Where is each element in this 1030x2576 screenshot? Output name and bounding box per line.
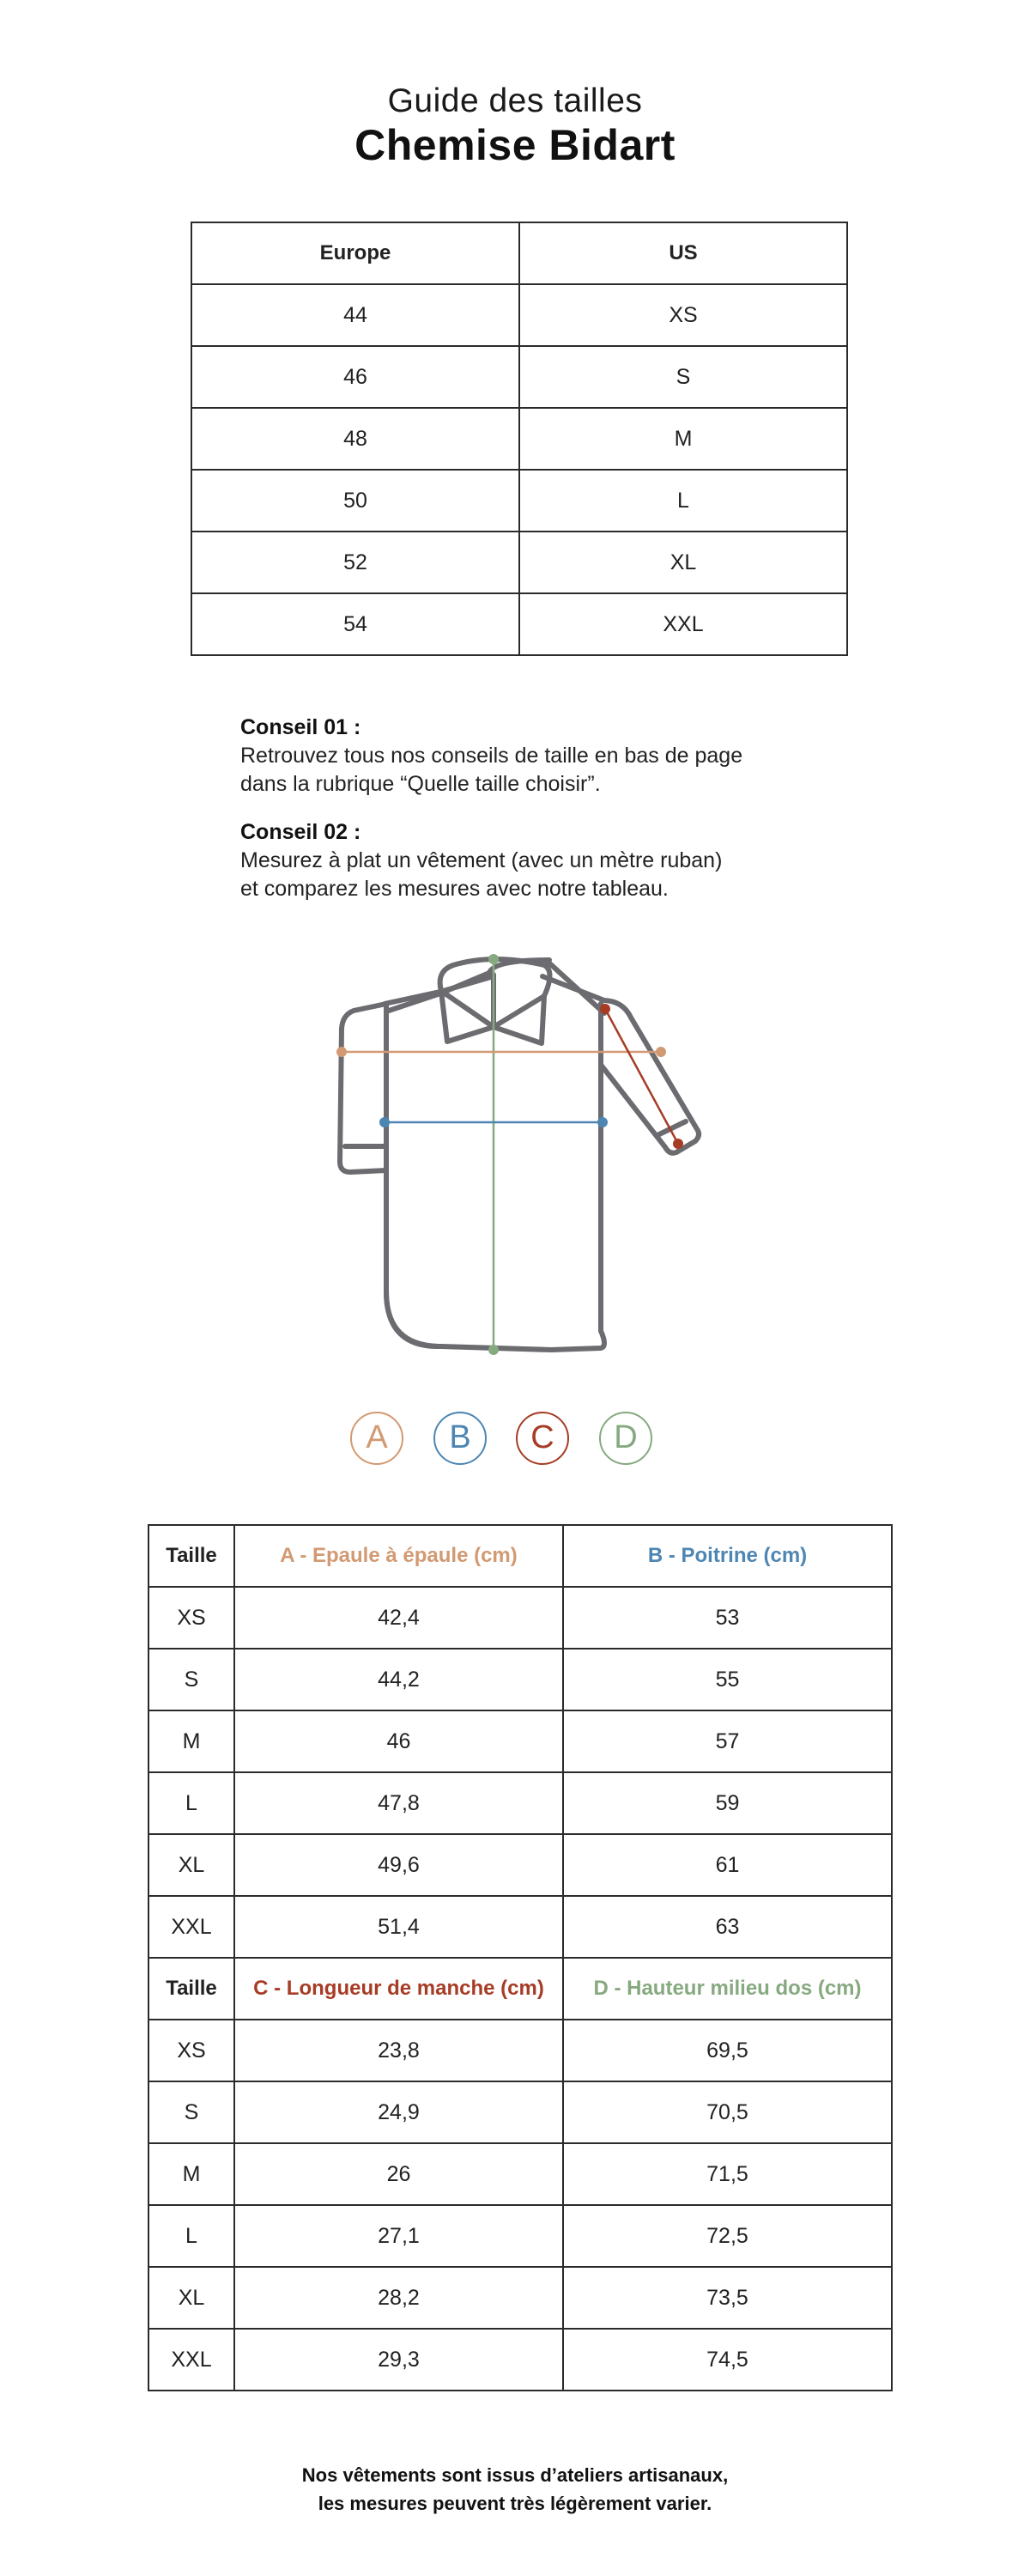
cell-europe: 46 <box>191 346 519 408</box>
measure-point-a-left <box>336 1047 347 1057</box>
measure-point-b-right <box>597 1117 608 1127</box>
header-europe: Europe <box>191 222 519 284</box>
table-header-row <box>148 1525 892 1587</box>
legend-letter-d: D <box>599 1412 652 1465</box>
cell-shoulder: 47,8 <box>234 1772 563 1834</box>
cell-size: M <box>148 1710 234 1772</box>
measure-point-c-bottom <box>673 1139 683 1149</box>
cell-size: L <box>148 2205 234 2267</box>
tip-2-line-1: Mesurez à plat un vêtement (avec un mètre ruban) <box>240 848 723 872</box>
cell-chest: 57 <box>563 1710 892 1772</box>
cell-size: XXL <box>148 2329 234 2391</box>
cell-sleeve: 26 <box>234 2143 563 2205</box>
measure-point-d-top <box>488 954 499 964</box>
table-row <box>148 2267 892 2329</box>
cell-shoulder: 44,2 <box>234 1649 563 1710</box>
table-row <box>148 1772 892 1834</box>
footer-note-line-2: les mesures peuvent très légèrement varier. <box>318 2493 712 2514</box>
page-subtitle: Guide des tailles <box>387 82 643 119</box>
header-chest: B - Poitrine (cm) <box>563 1525 892 1587</box>
cell-chest: 53 <box>563 1587 892 1649</box>
cell-size: XXL <box>148 1896 234 1958</box>
tip-1-line-1: Retrouvez tous nos conseils de taille en bas de page <box>240 744 743 768</box>
measurement-table <box>148 1524 893 2391</box>
cell-us: S <box>519 346 847 408</box>
cell-back: 73,5 <box>563 2267 892 2329</box>
cell-europe: 44 <box>191 284 519 346</box>
table-row <box>148 1834 892 1896</box>
measure-point-d-bottom <box>488 1345 499 1355</box>
cell-size: S <box>148 1649 234 1710</box>
cell-us: XS <box>519 284 847 346</box>
cell-sleeve: 24,9 <box>234 2081 563 2143</box>
cell-chest: 59 <box>563 1772 892 1834</box>
cell-us: L <box>519 470 847 532</box>
cell-sleeve: 29,3 <box>234 2329 563 2391</box>
cell-shoulder: 51,4 <box>234 1896 563 1958</box>
header-back-length: D - Hauteur milieu dos (cm) <box>563 1958 892 2020</box>
table-row <box>148 2143 892 2205</box>
measure-point-b-left <box>379 1117 390 1127</box>
tip-2-title: Conseil 02 : <box>240 820 361 844</box>
cell-back: 74,5 <box>563 2329 892 2391</box>
page-title: Chemise Bidart <box>354 121 676 169</box>
cell-size: L <box>148 1772 234 1834</box>
cell-back: 72,5 <box>563 2205 892 2267</box>
cell-size: XL <box>148 1834 234 1896</box>
shirt-outline <box>340 959 699 1350</box>
cell-size: XL <box>148 2267 234 2329</box>
cell-back: 71,5 <box>563 2143 892 2205</box>
cell-chest: 55 <box>563 1649 892 1710</box>
table-row <box>148 2205 892 2267</box>
cell-sleeve: 27,1 <box>234 2205 563 2267</box>
cell-europe: 48 <box>191 408 519 470</box>
cell-size: S <box>148 2081 234 2143</box>
table-row <box>148 2020 892 2081</box>
cell-chest: 63 <box>563 1896 892 1958</box>
header-sleeve-length: C - Longueur de manche (cm) <box>234 1958 563 2020</box>
cell-shoulder: 42,4 <box>234 1587 563 1649</box>
table-row <box>148 1710 892 1772</box>
table-header-row <box>148 1958 892 2020</box>
cell-europe: 52 <box>191 532 519 593</box>
cell-chest: 61 <box>563 1834 892 1896</box>
header-shoulder-width: A - Epaule à épaule (cm) <box>234 1525 563 1587</box>
cell-back: 69,5 <box>563 2020 892 2081</box>
tip-2-line-2: et comparez les mesures avec notre tableau. <box>240 877 669 901</box>
footer-note-line-1: Nos vêtements sont issus d’ateliers artisanaux, <box>301 2464 729 2486</box>
measure-point-c-top <box>600 1004 610 1014</box>
table-row <box>148 2081 892 2143</box>
table-row <box>148 2329 892 2391</box>
cell-sleeve: 23,8 <box>234 2020 563 2081</box>
cell-us: XL <box>519 532 847 593</box>
header-size: Taille <box>148 1525 234 1587</box>
cell-europe: 50 <box>191 470 519 532</box>
legend-letter-b: B <box>433 1412 487 1465</box>
tip-1-title: Conseil 01 : <box>240 715 361 739</box>
cell-back: 70,5 <box>563 2081 892 2143</box>
cell-shoulder: 49,6 <box>234 1834 563 1896</box>
header-size: Taille <box>148 1958 234 2020</box>
header-us: US <box>519 222 847 284</box>
cell-size: XS <box>148 1587 234 1649</box>
cell-us: XXL <box>519 593 847 655</box>
cell-shoulder: 46 <box>234 1710 563 1772</box>
cell-us: M <box>519 408 847 470</box>
legend-letter-a: A <box>350 1412 403 1465</box>
table-row <box>148 1649 892 1710</box>
cell-size: M <box>148 2143 234 2205</box>
legend-letter-c: C <box>516 1412 569 1465</box>
table-row <box>148 1587 892 1649</box>
cell-europe: 54 <box>191 593 519 655</box>
tip-1-line-2: dans la rubrique “Quelle taille choisir”. <box>240 772 601 796</box>
table-row <box>148 1896 892 1958</box>
cell-sleeve: 28,2 <box>234 2267 563 2329</box>
cell-size: XS <box>148 2020 234 2081</box>
measure-point-a-right <box>656 1047 666 1057</box>
